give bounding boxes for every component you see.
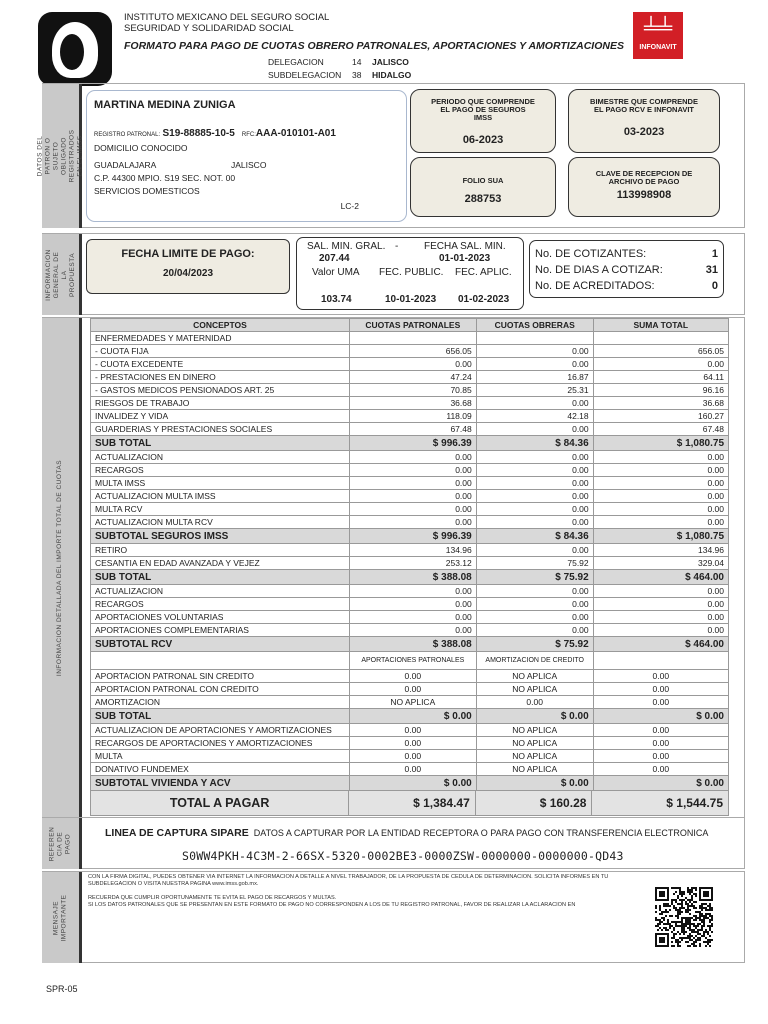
concept-cell: ACTUALIZACION MULTA IMSS	[91, 490, 350, 503]
salario-box	[296, 237, 524, 310]
concept-cell: APORTACIONES VOLUNTARIAS	[91, 611, 350, 624]
concept-cell: SUB TOTAL	[91, 570, 350, 585]
amount-cell: 0.00	[476, 490, 593, 503]
dias-label: No. DE DIAS A COTIZAR:	[535, 264, 663, 276]
table-row	[91, 423, 729, 436]
amount-cell: $ 0.00	[476, 776, 593, 791]
amount-cell: 0.00	[593, 585, 728, 598]
amount-cell: NO APLICA	[349, 696, 476, 709]
periodo-box	[410, 89, 556, 153]
sal-min-label: SAL. MIN. GRAL.	[307, 241, 386, 252]
subheader-row	[91, 652, 729, 670]
amount-cell	[593, 652, 728, 670]
amount-cell: 0.00	[476, 397, 593, 410]
patron-name: MARTINA MEDINA ZUNIGA	[94, 99, 236, 111]
amount-cell: 0.00	[349, 763, 476, 776]
concept-cell: RECARGOS DE APORTACIONES Y AMORTIZACIONES	[91, 737, 350, 750]
amount-cell: $ 0.00	[593, 776, 728, 791]
table-row	[91, 585, 729, 598]
concept-cell: CESANTIA EN EDAD AVANZADA Y VEJEZ	[91, 557, 350, 570]
amount-cell: NO APLICA	[476, 683, 593, 696]
amount-cell: $ 0.00	[349, 709, 476, 724]
amount-cell: 70.85	[349, 384, 476, 397]
amount-cell: 134.96	[593, 544, 728, 557]
subtotal-row	[91, 637, 729, 652]
concept-cell: RETIRO	[91, 544, 350, 557]
amount-cell: 0.00	[593, 696, 728, 709]
subtotal-row	[91, 436, 729, 451]
amount-cell: 36.68	[349, 397, 476, 410]
amount-cell: 0.00	[476, 516, 593, 529]
acreditados-label: No. DE ACREDITADOS:	[535, 280, 655, 292]
amount-cell: $ 388.08	[349, 637, 476, 652]
amount-cell: 0.00	[593, 611, 728, 624]
table-row	[91, 683, 729, 696]
imss-logo	[38, 12, 112, 86]
amount-cell: 0.00	[349, 624, 476, 637]
amount-cell: NO APLICA	[476, 670, 593, 683]
concept-cell: GUARDERIAS Y PRESTACIONES SOCIALES	[91, 423, 350, 436]
amount-cell: 160.27	[593, 410, 728, 423]
concept-cell: RECARGOS	[91, 598, 350, 611]
table-row	[91, 557, 729, 570]
uma: 103.74	[321, 294, 352, 305]
amount-cell: $ 0.00	[349, 776, 476, 791]
amount-cell: 0.00	[349, 477, 476, 490]
qr-code-icon	[655, 887, 713, 947]
column-header: SUMA TOTAL	[593, 319, 728, 332]
amount-cell: 0.00	[593, 464, 728, 477]
form-title: FORMATO PARA PAGO DE CUOTAS OBRERO PATRONALES, APORTACIONES Y AMORTIZACIONES	[124, 40, 624, 52]
bimestre-value: 03-2023	[623, 126, 665, 138]
institute-line-1: INSTITUTO MEXICANO DEL SEGURO SOCIAL	[124, 12, 330, 23]
concept-cell: RECARGOS	[91, 464, 350, 477]
amount-cell: 0.00	[349, 724, 476, 737]
amount-cell: 0.00	[593, 516, 728, 529]
amount-cell	[593, 332, 728, 345]
periodo-value: 06-2023	[462, 134, 504, 146]
dias: 31	[705, 264, 718, 276]
bimestre-box	[568, 89, 720, 153]
table-row	[91, 410, 729, 423]
amount-cell: 656.05	[349, 345, 476, 358]
amount-cell: $ 1,080.75	[593, 529, 728, 544]
table-row	[91, 384, 729, 397]
acreditados: 0	[711, 280, 718, 292]
amount-cell: $ 996.39	[349, 529, 476, 544]
amount-cell: NO APLICA	[476, 737, 593, 750]
uma-label: Valor UMA	[312, 267, 360, 278]
amount-cell: 134.96	[349, 544, 476, 557]
institute-name	[124, 12, 329, 34]
amount-cell: 0.00	[349, 598, 476, 611]
folio-box	[410, 157, 556, 217]
amount-cell: NO APLICA	[476, 750, 593, 763]
amount-cell: 656.05	[593, 345, 728, 358]
table-row	[91, 490, 729, 503]
fecha-sal: 01-01-2023	[439, 253, 491, 264]
fec-aplic-label: FEC. APLIC.	[455, 267, 512, 278]
amount-cell: AMORTIZACION DE CREDITO	[476, 652, 593, 670]
amount-cell: 0.00	[349, 451, 476, 464]
domicilio: DOMICILIO CONOCIDO	[94, 143, 188, 153]
amount-cell: 0.00	[593, 624, 728, 637]
table-row	[91, 345, 729, 358]
amount-cell	[349, 332, 476, 345]
table-row	[91, 624, 729, 637]
concept-cell: ACTUALIZACION	[91, 451, 350, 464]
amount-cell: 0.00	[349, 358, 476, 371]
amount-cell: 16.87	[476, 371, 593, 384]
subdelegacion-label: SUBDELEGACION	[268, 70, 342, 80]
amount-cell: 0.00	[593, 750, 728, 763]
amount-cell: 0.00	[476, 477, 593, 490]
concept-cell: - GASTOS MEDICOS PENSIONADOS ART. 25	[91, 384, 350, 397]
concept-cell: - PRESTACIONES EN DINERO	[91, 371, 350, 384]
amount-cell: 0.00	[349, 503, 476, 516]
fec-aplic: 01-02-2023	[458, 294, 510, 305]
column-header: CUOTAS PATRONALES	[349, 319, 476, 332]
mensaje-text	[88, 874, 628, 909]
amount-cell: $ 464.00	[593, 570, 728, 585]
subtotal-row	[91, 570, 729, 585]
delegacion-label: DELEGACION	[268, 57, 324, 67]
amount-cell: 0.00	[476, 503, 593, 516]
clave-label: CLAVE DE RECEPCION DE ARCHIVO DE PAGO	[595, 169, 693, 186]
table-row	[91, 451, 729, 464]
patron-box	[86, 90, 407, 222]
amount-cell: $ 388.08	[349, 570, 476, 585]
amount-cell: 0.00	[476, 451, 593, 464]
rfc-label: RFC:	[241, 132, 256, 138]
concept-cell: MULTA RCV	[91, 503, 350, 516]
amount-cell: 0.00	[593, 598, 728, 611]
clave-box	[568, 157, 720, 217]
table-row	[91, 516, 729, 529]
column-header: CUOTAS OBRERAS	[476, 319, 593, 332]
amount-cell: $ 464.00	[593, 637, 728, 652]
cotizantes: 1	[711, 248, 718, 260]
amount-cell: 0.00	[476, 624, 593, 637]
amount-cell	[476, 332, 593, 345]
total-suma: $ 1,544.75	[666, 796, 723, 810]
amount-cell: 253.12	[349, 557, 476, 570]
general-side-label: INFORMACION GENERAL DE LA PROPUESTA	[42, 234, 82, 315]
dash: -	[395, 241, 399, 252]
amount-cell: 0.00	[476, 544, 593, 557]
fecha-limite: 20/04/2023	[162, 268, 214, 279]
table-row	[91, 477, 729, 490]
total-row	[90, 790, 729, 816]
fec-public: 10-01-2023	[385, 294, 437, 305]
linea-captura-label: LINEA DE CAPTURA SIPARE	[105, 827, 249, 839]
amount-cell: NO APLICA	[476, 763, 593, 776]
table-row	[91, 670, 729, 683]
amount-cell: 0.00	[349, 464, 476, 477]
amount-cell: 0.00	[593, 477, 728, 490]
amount-cell: 0.00	[476, 464, 593, 477]
registro-label: REGISTRO PATRONAL:	[94, 132, 161, 138]
table-side-label: INFORMACION DETALLADA DEL IMPORTE TOTAL DE CUOTAS	[42, 318, 82, 818]
lc-code: LC-2	[340, 201, 359, 211]
amount-cell: 0.00	[349, 670, 476, 683]
amount-cell: 0.00	[476, 423, 593, 436]
amount-cell: 0.00	[349, 585, 476, 598]
total-patronal: $ 1,384.47	[349, 791, 476, 815]
fecha-limite-box	[86, 239, 290, 294]
linea-captura[interactable]: S0WW4PKH-4C3M-2-66SX-5320-0002BE3-0000ZSW-0000000-0000000-QD43	[182, 849, 624, 863]
table-row	[91, 544, 729, 557]
form-code: SPR-05	[46, 984, 78, 994]
linea-captura-header	[105, 827, 708, 839]
concept-cell: ACTUALIZACION DE APORTACIONES Y AMORTIZACIONES	[91, 724, 350, 737]
mensaje-line-1: CON LA FIRMA DIGITAL, PUEDES OBTENER VIA INTERNET LA INFORMACION A DETALLE A NIVEL TRABAJADOR, DE LA PROPUESTA DE CEDULA DE DETERMINACION. SOLICITA INFORMES EN TU	[88, 874, 609, 880]
amount-cell: 67.48	[349, 423, 476, 436]
concept-cell: ENFERMEDADES Y MATERNIDAD	[91, 332, 350, 345]
concept-cell: MULTA	[91, 750, 350, 763]
table-row	[91, 763, 729, 776]
amount-cell: $ 75.92	[476, 570, 593, 585]
amount-cell: 0.00	[593, 724, 728, 737]
linea-captura-desc: DATOS A CAPTURAR POR LA ENTIDAD RECEPTORA O PARA PAGO CON TRANSFERENCIA ELECTRONICA	[253, 828, 709, 838]
referencia-side-label: REFEREN CIA DE PAGO	[42, 818, 82, 869]
amount-cell: 0.00	[476, 358, 593, 371]
amount-cell: 25.31	[476, 384, 593, 397]
concept-cell: AMORTIZACION	[91, 696, 350, 709]
concept-cell: ACTUALIZACION	[91, 585, 350, 598]
amount-cell: $ 84.36	[476, 436, 593, 451]
periodo-label: PERIODO QUE COMPRENDE EL PAGO DE SEGUROS IMSS	[431, 97, 535, 122]
fecha-limite-label: FECHA LIMITE DE PAGO:	[121, 248, 255, 260]
concept-cell: SUBTOTAL VIVIENDA Y ACV	[91, 776, 350, 791]
amount-cell: 42.18	[476, 410, 593, 423]
delegacion-name: JALISCO	[372, 57, 409, 67]
table-row	[91, 611, 729, 624]
subdelegacion-name: HIDALGO	[372, 70, 412, 80]
ciudad: GUADALAJARA	[94, 160, 157, 170]
amount-cell: 0.00	[476, 598, 593, 611]
amount-cell: NO APLICA	[476, 724, 593, 737]
fec-public-label: FEC. PUBLIC.	[379, 267, 444, 278]
concept-cell: SUBTOTAL RCV	[91, 637, 350, 652]
infonavit-logo: ╧╧ INFONAVIT	[633, 12, 683, 59]
amount-cell: 0.00	[593, 358, 728, 371]
amount-cell: $ 0.00	[476, 709, 593, 724]
concept-cell: SUBTOTAL SEGUROS IMSS	[91, 529, 350, 544]
concept-cell: RIESGOS DE TRABAJO	[91, 397, 350, 410]
concept-cell: - CUOTA FIJA	[91, 345, 350, 358]
amount-cell: 0.00	[593, 503, 728, 516]
concept-cell: - CUOTA EXCEDENTE	[91, 358, 350, 371]
amount-cell: 0.00	[349, 490, 476, 503]
table-row	[91, 503, 729, 516]
amount-cell: 0.00	[593, 737, 728, 750]
table-row	[91, 598, 729, 611]
table-row	[91, 358, 729, 371]
concept-cell: APORTACION PATRONAL SIN CREDITO	[91, 670, 350, 683]
sal-min: 207.44	[319, 253, 350, 264]
amount-cell: $ 0.00	[593, 709, 728, 724]
table-header-row	[91, 319, 729, 332]
folio-label: FOLIO SUA	[462, 176, 504, 185]
table-row	[91, 397, 729, 410]
concept-cell: APORTACION PATRONAL CON CREDITO	[91, 683, 350, 696]
amount-cell: 329.04	[593, 557, 728, 570]
table-row	[91, 724, 729, 737]
codigo-postal: C.P. 44300 MPIO. S19 SEC. NOT. 00	[94, 173, 236, 183]
total-label: TOTAL A PAGAR	[91, 791, 349, 815]
amount-cell: 0.00	[593, 451, 728, 464]
registro-patronal: S19-88885-10-5	[162, 128, 235, 139]
total-obrera: $ 160.28	[476, 791, 593, 815]
table-row	[91, 696, 729, 709]
patron-side-label: DATOS DEL PATRON O SUJETO OBLIGADO REGISTRADOS EN EL IMSS	[42, 84, 82, 228]
amount-cell: 0.00	[349, 516, 476, 529]
amount-cell: 0.00	[593, 683, 728, 696]
amount-cell: 0.00	[349, 737, 476, 750]
amount-cell: 0.00	[349, 750, 476, 763]
table-row	[91, 737, 729, 750]
concept-cell: SUB TOTAL	[91, 436, 350, 451]
table-row	[91, 750, 729, 763]
estado: JALISCO	[231, 160, 267, 170]
amount-cell: 47.24	[349, 371, 476, 384]
concept-cell: ACTUALIZACION MULTA RCV	[91, 516, 350, 529]
cotizantes-box	[529, 240, 724, 298]
amount-cell: 75.92	[476, 557, 593, 570]
subtotal-row	[91, 529, 729, 544]
amount-cell: 96.16	[593, 384, 728, 397]
cuotas-table	[90, 318, 729, 791]
mensaje-line-2: SUBDELEGACION O VISITA NUESTRA PAGINA www.imss.gob.mx.	[88, 881, 259, 887]
amount-cell: 0.00	[476, 345, 593, 358]
rfc: AAA-010101-A01	[255, 128, 336, 139]
folio-value: 288753	[464, 193, 502, 205]
amount-cell: 0.00	[476, 585, 593, 598]
delegacion-num: 14	[352, 57, 362, 67]
fecha-sal-label: FECHA SAL. MIN.	[424, 241, 506, 252]
table-row	[91, 371, 729, 384]
amount-cell: 67.48	[593, 423, 728, 436]
mensaje-line-3: RECUERDA QUE CUMPLIR OPORTUNAMENTE TE EVITA EL PAGO DE RECARGOS Y MULTAS.	[88, 895, 337, 901]
amount-cell: 0.00	[349, 611, 476, 624]
clave-value: 113998908	[616, 189, 672, 201]
amount-cell: $ 75.92	[476, 637, 593, 652]
amount-cell: $ 1,080.75	[593, 436, 728, 451]
amount-cell: $ 84.36	[476, 529, 593, 544]
amount-cell: 0.00	[593, 763, 728, 776]
amount-cell: 118.09	[349, 410, 476, 423]
concept-cell: SUB TOTAL	[91, 709, 350, 724]
concept-cell	[91, 652, 350, 670]
subtotal-row	[91, 709, 729, 724]
table-row	[91, 332, 729, 345]
amount-cell: 36.68	[593, 397, 728, 410]
column-header: CONCEPTOS	[91, 319, 350, 332]
amount-cell: 0.00	[476, 611, 593, 624]
concept-cell: INVALIDEZ Y VIDA	[91, 410, 350, 423]
subtotal-row	[91, 776, 729, 791]
concept-cell: APORTACIONES COMPLEMENTARIAS	[91, 624, 350, 637]
amount-cell: 0.00	[349, 683, 476, 696]
table-row	[91, 464, 729, 477]
bimestre-label: BIMESTRE QUE COMPRENDE EL PAGO RCV E INFONAVIT	[590, 97, 698, 114]
amount-cell: $ 996.39	[349, 436, 476, 451]
delegacion-info	[268, 56, 411, 82]
amount-cell: 64.11	[593, 371, 728, 384]
cotizantes-label: No. DE COTIZANTES:	[535, 248, 647, 260]
institute-line-2: SEGURIDAD Y SOLIDARIDAD SOCIAL	[124, 23, 294, 34]
subdelegacion-num: 38	[352, 70, 362, 80]
amount-cell: 0.00	[593, 670, 728, 683]
amount-cell: 0.00	[476, 696, 593, 709]
amount-cell: 0.00	[593, 490, 728, 503]
mensaje-line-4: SI LOS DATOS PATRONALES QUE SE PRESENTAN EN ESTE FORMATO DE PAGO NO CORRESPONDEN A LOS DE TU REGISTRO PATRONAL, FAVOR DE REALIZAR LA ACLARACION EN	[88, 902, 576, 908]
actividad: SERVICIOS DOMESTICOS	[94, 186, 200, 196]
mensaje-side-label: MENSAJE IMPORTANTE	[42, 872, 82, 963]
concept-cell: DONATIVO FUNDEMEX	[91, 763, 350, 776]
concept-cell: MULTA IMSS	[91, 477, 350, 490]
amount-cell: APORTACIONES PATRONALES	[349, 652, 476, 670]
